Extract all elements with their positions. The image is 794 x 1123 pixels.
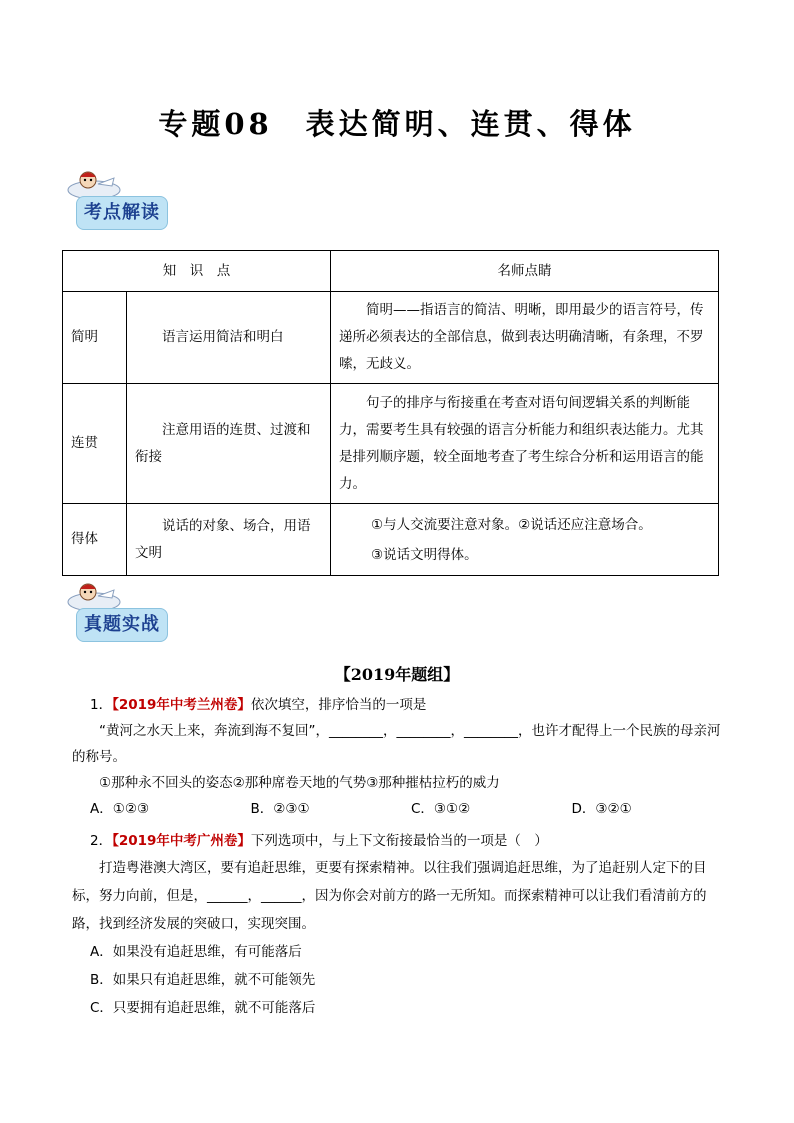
row-name: 连贯 <box>63 384 127 504</box>
kaodian-banner <box>62 168 172 240</box>
row-tip-line: ③说话文明得体。 <box>371 546 478 563</box>
kaodian-label: 考点解读 <box>76 196 168 230</box>
row-tip <box>331 504 719 576</box>
source-tag: 【2019年中考广州卷】 <box>112 833 251 849</box>
row-name: 得体 <box>63 504 127 576</box>
option-a: A．如果没有追赶思维，有可能落后 <box>90 944 302 960</box>
zhenti-label: 真题实战 <box>76 608 168 642</box>
knowledge-table <box>62 250 719 576</box>
header-knowledge: 知 识 点 <box>63 251 331 292</box>
row-point: 说话的对象、场合，用语文明 <box>127 504 331 576</box>
row-point: 注意用语的连贯、过渡和衔接 <box>127 384 331 504</box>
options-row <box>90 796 732 822</box>
page-title: 专题08 表达简明、连贯、得体 <box>158 107 636 141</box>
header-tips: 名师点睛 <box>331 251 719 292</box>
row-tip: 句子的排序与衔接重在考查对语句间逻辑关系的判断能力，需要考生具有较强的语言分析能力和组织表达能力。尤其是排列顺序题，较全面地考查了考生综合分析和运用语言的能力。 <box>331 384 719 504</box>
question-1 <box>72 692 732 822</box>
question-number: 1． <box>90 697 113 713</box>
question-text: “黄河之水天上来，奔流到海不复回”，________，________，________，也许才配得上一个民族的母亲河的称号。 <box>72 723 721 765</box>
table-row <box>63 292 719 384</box>
row-tip-line: ①与人交流要注意对象。②说话还应注意场合。 <box>371 516 652 533</box>
row-point: 语言运用简洁和明白 <box>127 292 331 384</box>
option-c: C．③①② <box>411 801 471 817</box>
question-items: ①那种永不回头的姿态②那种席卷天地的气势③那种摧枯拉朽的威力 <box>99 775 500 791</box>
table-row <box>63 384 719 504</box>
question-stem <box>90 692 732 718</box>
source-tag: 【2019年中考兰州卷】 <box>112 697 251 713</box>
row-name: 简明 <box>63 292 127 384</box>
question-text: 打造粤港澳大湾区，要有追赶思维，更要有探索精神。以往我们强调追赶思维，为了追赶别人定下的目标，努力向前，但是，______，______，因为你会对前方的路一无所知。而探索精神可以让我们看清前方的路，找到经济发展的突破口，实现突围。 <box>72 860 707 932</box>
table-header-row <box>63 251 719 292</box>
question-prompt: 依次填空，排序恰当的一项是 <box>250 697 427 713</box>
table-row <box>63 504 719 576</box>
zhenti-banner <box>62 580 172 652</box>
question-prompt: 下列选项中，与上下文衔接最恰当的一项是（ ） <box>250 833 548 849</box>
section-heading: 【2019年题组】 <box>334 665 460 684</box>
option-b: B．②③① <box>250 801 310 817</box>
question-stem <box>90 828 732 854</box>
option-b: B．如果只有追赶思维，就不可能领先 <box>90 972 316 988</box>
option-a: A．①②③ <box>90 801 150 817</box>
row-tip: 简明——指语言的简洁、明晰，即用最少的语言符号，传递所必须表达的全部信息，做到表达明确清晰，有条理，不罗嗦，无歧义。 <box>331 292 719 384</box>
option-c: C．只要拥有追赶思维，就不可能落后 <box>90 1000 316 1016</box>
question-number: 2． <box>90 833 113 849</box>
option-d: D．③②① <box>571 801 632 817</box>
question-2 <box>72 828 732 1022</box>
